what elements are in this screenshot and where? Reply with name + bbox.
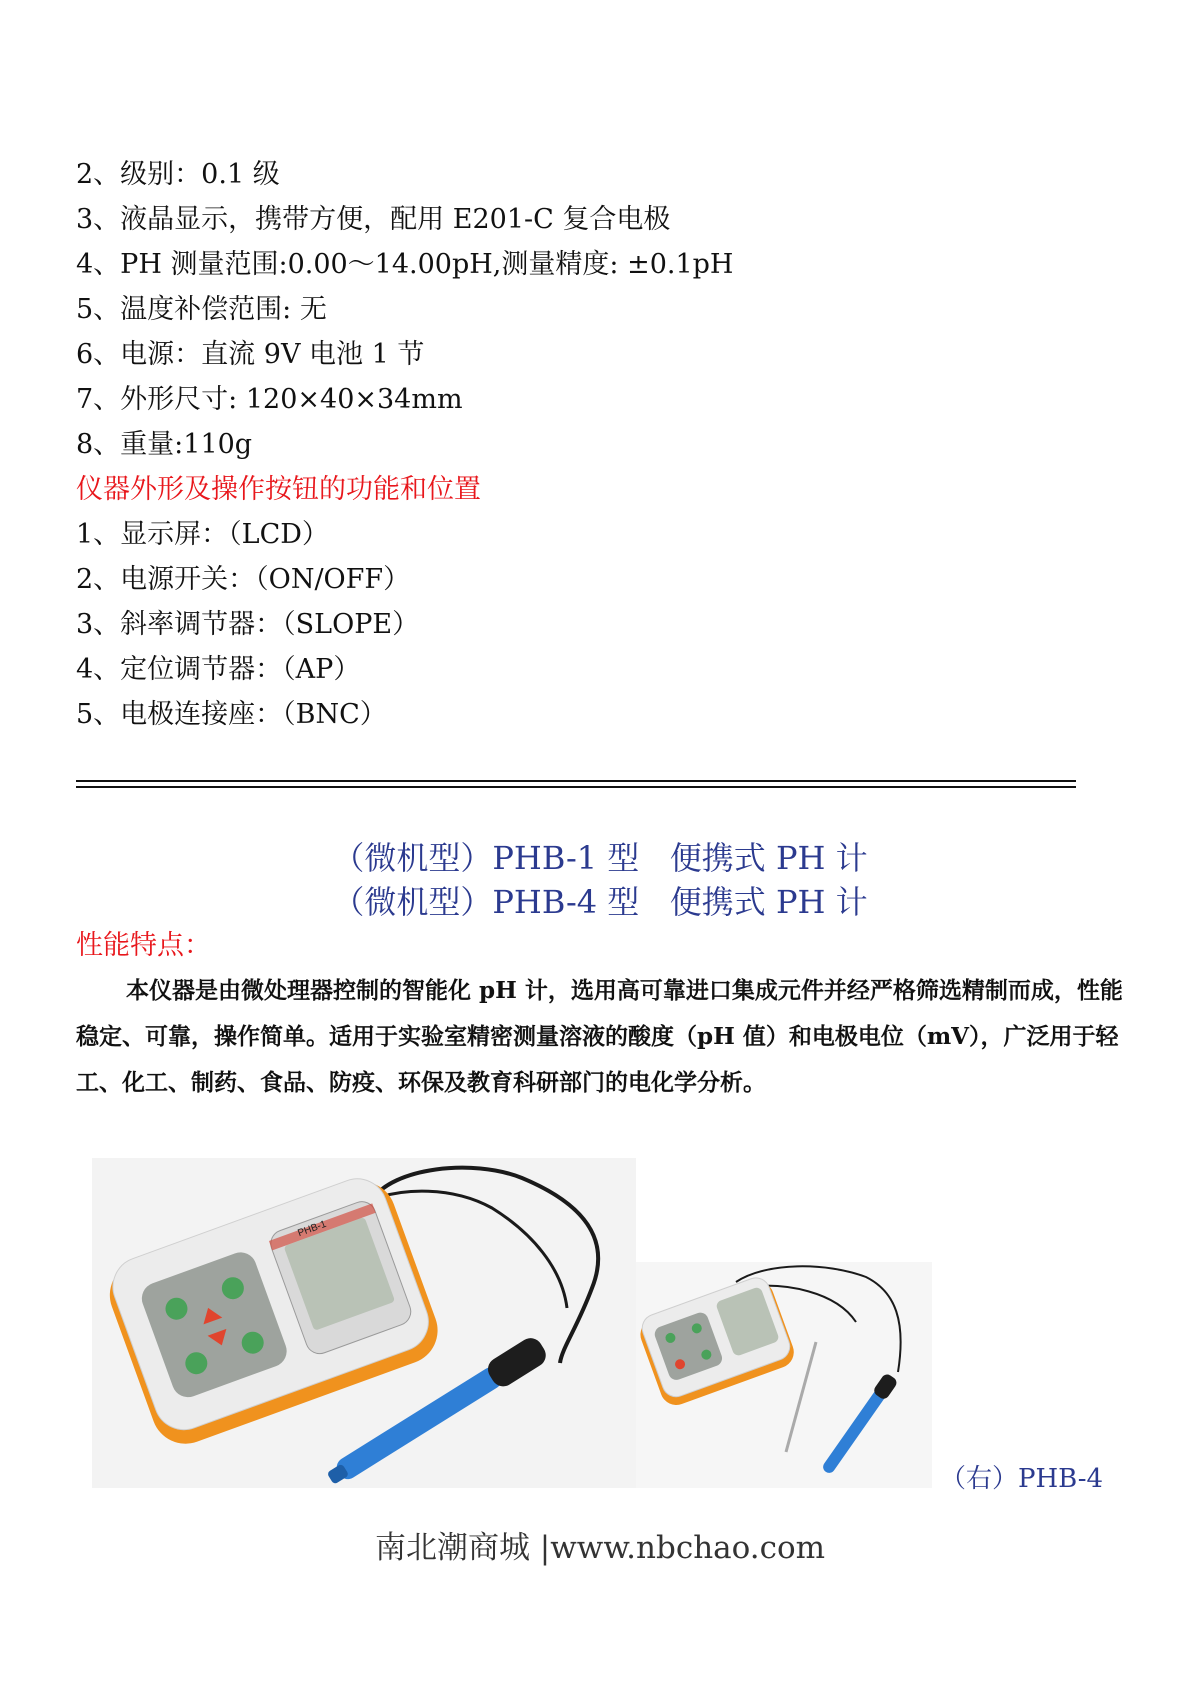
control-line-ap: 4、定位调节器：（AP） <box>76 654 361 685</box>
phb4-caption: （右）PHB-4 <box>940 1464 1104 1494</box>
phb1-device-illustration <box>92 1158 636 1488</box>
spec-line-grade: 2、级别：0.1 级 <box>76 159 280 190</box>
site-footer: 南北潮商城 |www.nbchao.com <box>374 1530 826 1566</box>
features-heading: 性能特点： <box>76 930 211 961</box>
features-paragraph: 本仪器是由微处理器控制的智能化 pH 计，选用高可靠进口集成元件并经严格筛选精制而成，性能稳定、可靠，操作简单。适用于实验室精密测量溶液的酸度（pH 值）和电极电位（mV），广泛用于轻工、化工、制药、食品、防疫、环保及教育科研部门的电化学分析。 <box>76 977 1123 1096</box>
spec-line-weight: 8、重量:110g <box>76 429 253 460</box>
spec-line-ph-range: 4、PH 测量范围:0.00～14.00pH,测量精度: ±0.1pH <box>76 249 734 280</box>
phb1-product-photo <box>92 1158 636 1488</box>
electrode-probe-body <box>821 1386 888 1475</box>
control-line-lcd: 1、显示屏：（LCD） <box>76 519 329 550</box>
spec-line-dimensions: 7、外形尺寸: 120×40×34mm <box>76 384 463 415</box>
phb4-device-illustration <box>636 1262 932 1488</box>
device-screen-label: PHB-1 <box>296 1218 328 1240</box>
divider-rule-top <box>76 780 1076 782</box>
spec-line-display: 3、液晶显示，携带方便，配用 E201-C 复合电极 <box>76 204 671 235</box>
control-line-slope: 3、斜率调节器：（SLOPE） <box>76 609 420 640</box>
spec-line-power: 6、电源：直流 9V 电池 1 节 <box>76 339 425 370</box>
phb4-product-photo <box>636 1262 932 1488</box>
control-line-bnc: 5、电极连接座：（BNC） <box>76 699 387 730</box>
product-title-phb1: （微机型）PHB-1 型 便携式 PH 计 <box>332 839 868 877</box>
spec-line-temp-comp: 5、温度补偿范围: 无 <box>76 294 327 325</box>
divider-rule-bottom <box>76 786 1076 788</box>
controls-heading: 仪器外形及操作按钮的功能和位置 <box>76 474 481 505</box>
control-line-power-switch: 2、电源开关：（ON/OFF） <box>76 564 411 595</box>
product-title-phb4: （微机型）PHB-4 型 便携式 PH 计 <box>332 883 868 921</box>
